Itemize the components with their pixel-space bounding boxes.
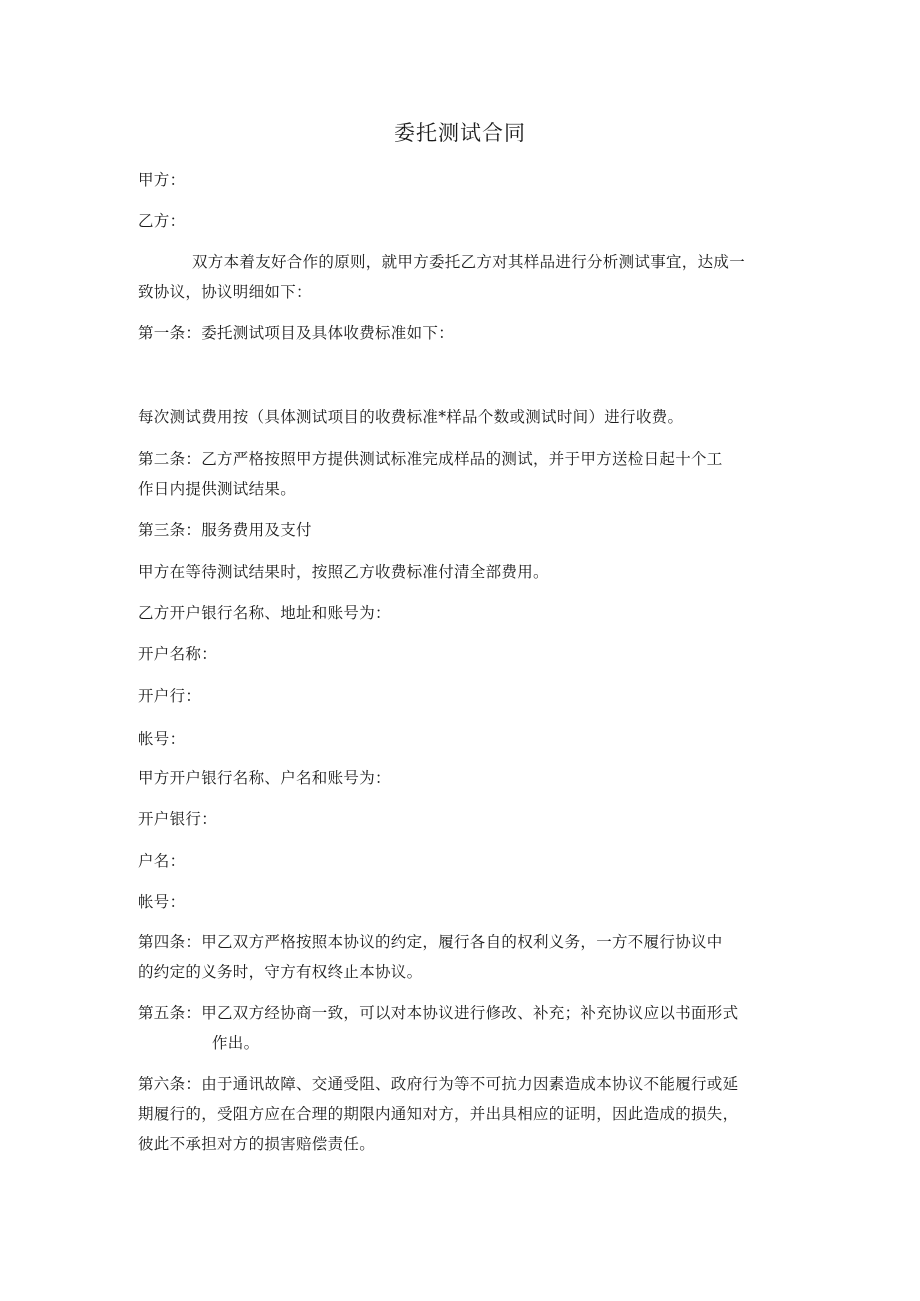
- party-b-account-name: 开户名称：: [138, 645, 218, 663]
- fee-rule: 每次测试费用按（具体测试项目的收费标准*样品个数或测试时间）进行收费。: [138, 408, 684, 426]
- intro-line-1: 双方本着友好合作的原则，就甲方委托乙方对其样品进行分析测试事宜，达成一: [192, 253, 746, 271]
- party-b-bank-heading: 乙方开户银行名称、地址和账号为：: [138, 604, 391, 622]
- party-a-account-number: 帐号：: [138, 893, 186, 911]
- party-a-label: 甲方：: [138, 171, 186, 189]
- intro-line-2: 致协议，协议明细如下：: [138, 283, 312, 301]
- article-4-line-1: 第四条：甲乙双方严格按照本协议的约定，履行各自的权利义务，一方不履行协议中: [138, 933, 723, 951]
- article-5-line-1: 第五条：甲乙双方经协商一致，可以对本协议进行修改、补充；补充协议应以书面形式: [138, 1004, 739, 1022]
- party-b-label: 乙方：: [138, 212, 186, 230]
- party-b-bank: 开户行：: [138, 687, 202, 705]
- article-3-heading: 第三条：服务费用及支付: [138, 521, 312, 539]
- article-6-line-2: 期履行的，受阻方应在合理的期限内通知对方，并出具相应的证明，因此造成的损失，: [138, 1105, 739, 1123]
- party-a-bank-heading: 甲方开户银行名称、户名和账号为：: [138, 769, 391, 787]
- party-b-account-number: 帐号：: [138, 730, 186, 748]
- article-2-line-2: 作日内提供测试结果。: [138, 480, 297, 498]
- article-6-line-1: 第六条：由于通讯故障、交通受阻、政府行为等不可抗力因素造成本协议不能履行或延: [138, 1075, 739, 1093]
- article-1-heading: 第一条：委托测试项目及具体收费标准如下：: [138, 324, 455, 342]
- party-a-bank: 开户银行：: [138, 810, 218, 828]
- article-3-payment: 甲方在等待测试结果时，按照乙方收费标准付清全部费用。: [138, 563, 549, 581]
- article-2-line-1: 第二条：乙方严格按照甲方提供测试标准完成样品的测试，并于甲方送检日起十个工: [138, 450, 723, 468]
- article-6-line-3: 彼此不承担对方的损害赔偿责任。: [138, 1135, 376, 1153]
- party-a-account-name: 户名：: [138, 852, 186, 870]
- document-title: 委托测试合同: [394, 121, 526, 145]
- article-4-line-2: 的约定的义务时，守方有权终止本协议。: [138, 963, 423, 981]
- article-5-line-2: 作出。: [212, 1034, 260, 1052]
